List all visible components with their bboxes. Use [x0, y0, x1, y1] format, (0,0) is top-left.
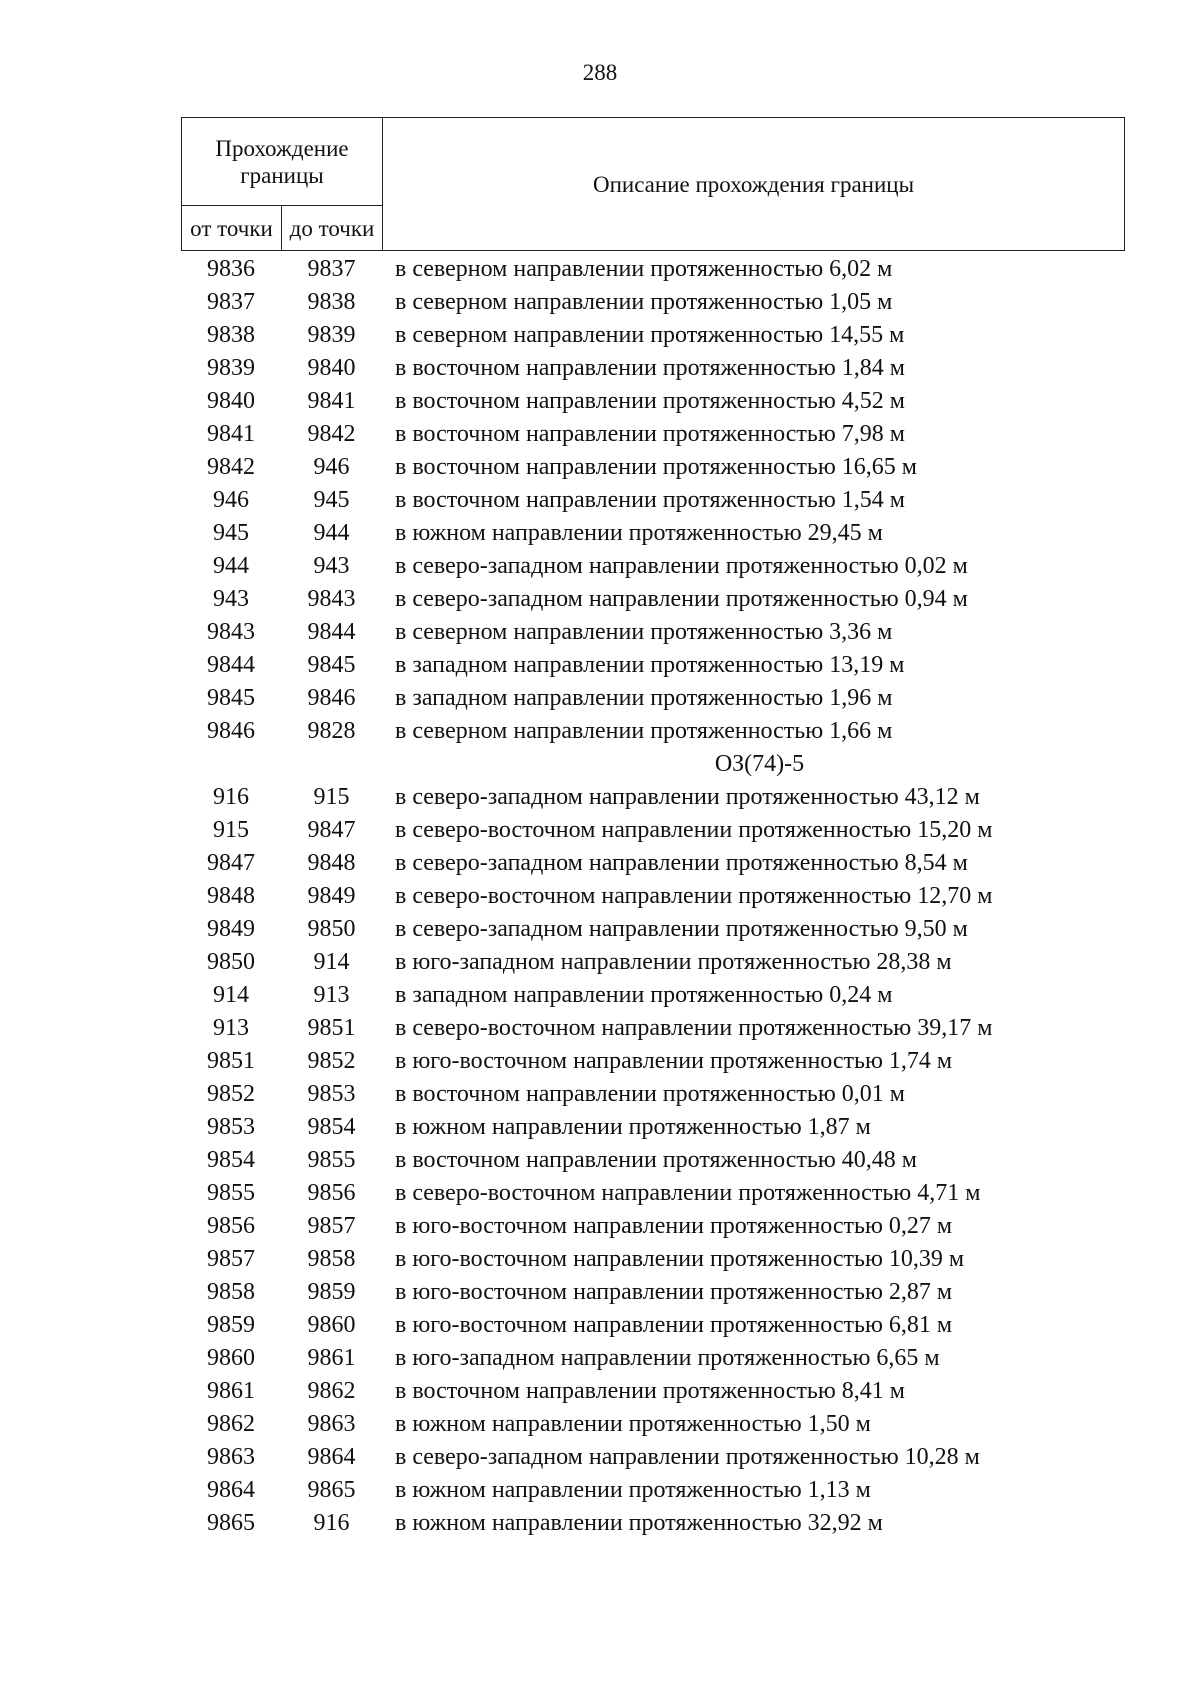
description-cell: в восточном направлении протяженностью 40,48 м: [395, 1147, 917, 1173]
description-cell: в северо-западном направлении протяженностью 10,28 м: [395, 1444, 980, 1470]
description-cell: в юго-восточном направлении протяженностью 10,39 м: [395, 1246, 965, 1272]
from-point-cell: 946: [213, 487, 249, 513]
table-row: [181, 550, 1125, 583]
from-point-cell: 9850: [207, 949, 255, 975]
to-point-cell: 9828: [307, 718, 356, 744]
from-point-cell: 9852: [207, 1081, 255, 1107]
from-point-cell: 9848: [207, 883, 255, 909]
table-row: [181, 814, 1125, 847]
from-point-cell: 9851: [207, 1048, 255, 1074]
to-point-cell: 9860: [307, 1312, 356, 1338]
table-row: [181, 1309, 1125, 1342]
table-row: [181, 847, 1125, 880]
header-to-point: до точки: [282, 206, 383, 251]
from-point-cell: 9837: [207, 289, 255, 315]
table-row: [181, 451, 1125, 484]
table-row: [181, 1210, 1125, 1243]
from-point-cell: 9843: [207, 619, 255, 645]
description-cell: в западном направлении протяженностью 0,24 м: [395, 982, 893, 1008]
from-point-cell: 9844: [207, 652, 255, 678]
description-cell: в северо-восточном направлении протяженностью 39,17 м: [395, 1015, 993, 1041]
to-point-cell: 9841: [307, 388, 356, 414]
description-cell: в восточном направлении протяженностью 0,01 м: [395, 1081, 905, 1107]
table-row: [181, 616, 1125, 649]
description-cell: в северо-западном направлении протяженностью 43,12 м: [395, 784, 980, 810]
table-row: [181, 649, 1125, 682]
to-point-cell: 945: [313, 487, 350, 513]
from-point-cell: 9857: [207, 1246, 255, 1272]
description-cell: в восточном направлении протяженностью 1,54 м: [395, 487, 905, 513]
to-point-cell: 914: [313, 949, 350, 975]
description-cell: в юго-восточном направлении протяженностью 1,74 м: [395, 1048, 953, 1074]
description-cell: в северо-восточном направлении протяженностью 15,20 м: [395, 817, 993, 843]
to-point-cell: 9854: [307, 1114, 356, 1140]
description-cell: в южном направлении протяженностью 1,50 м: [395, 1411, 871, 1437]
table-row: [181, 484, 1125, 517]
to-point-cell: 9856: [307, 1180, 356, 1206]
table-row: [181, 946, 1125, 979]
from-point-cell: 915: [213, 817, 249, 843]
header-passage: Прохождение границы: [182, 118, 383, 206]
description-cell: в южном направлении протяженностью 1,87 м: [395, 1114, 871, 1140]
to-point-cell: 946: [313, 454, 350, 480]
table-row: [181, 1078, 1125, 1111]
from-point-cell: 9854: [207, 1147, 255, 1173]
description-cell: в восточном направлении протяженностью 16,65 м: [395, 454, 917, 480]
table-row: [181, 418, 1125, 451]
from-point-cell: 914: [213, 982, 249, 1008]
to-point-cell: 9862: [307, 1378, 356, 1404]
description-cell: в северо-западном направлении протяженностью 9,50 м: [395, 916, 968, 942]
table-row: [181, 1012, 1125, 1045]
to-point-cell: 9847: [307, 817, 356, 843]
to-point-cell: 9846: [307, 685, 356, 711]
description-cell: в северо-западном направлении протяженностью 0,94 м: [395, 586, 968, 612]
to-point-cell: 9837: [307, 256, 356, 282]
header-from-point: от точки: [182, 206, 282, 251]
from-point-cell: 9862: [207, 1411, 255, 1437]
from-point-cell: 9841: [207, 421, 255, 447]
description-cell: в юго-западном направлении протяженностью 28,38 м: [395, 949, 952, 975]
table-row: [181, 1507, 1125, 1540]
table-row: [181, 682, 1125, 715]
table-row: [181, 1408, 1125, 1441]
to-point-cell: 916: [313, 1510, 350, 1536]
page-number: 288: [582, 60, 618, 85]
to-point-cell: 9858: [307, 1246, 356, 1272]
description-cell: в северо-восточном направлении протяженностью 4,71 м: [395, 1180, 981, 1206]
to-point-cell: 9842: [307, 421, 356, 447]
to-point-cell: 9863: [307, 1411, 356, 1437]
from-point-cell: 9842: [207, 454, 255, 480]
to-point-cell: 943: [313, 553, 350, 579]
to-point-cell: 9838: [307, 289, 356, 315]
from-point-cell: 9865: [207, 1510, 255, 1536]
to-point-cell: 9849: [307, 883, 356, 909]
description-cell: в северном направлении протяженностью 6,02 м: [395, 256, 893, 282]
to-point-cell: 944: [313, 520, 350, 546]
header-description: Описание прохождения границы: [383, 118, 1125, 251]
from-point-cell: 9846: [207, 718, 255, 744]
description-cell: в северо-западном направлении протяженностью 8,54 м: [395, 850, 968, 876]
to-point-cell: 9859: [307, 1279, 356, 1305]
description-cell: в северо-восточном направлении протяженностью 12,70 м: [395, 883, 993, 909]
to-point-cell: 9840: [307, 355, 356, 381]
table-row: [181, 1342, 1125, 1375]
table-row: [181, 1045, 1125, 1078]
table-row: [181, 913, 1125, 946]
from-point-cell: 9856: [207, 1213, 255, 1239]
description-cell: в юго-восточном направлении протяженностью 2,87 м: [395, 1279, 953, 1305]
to-point-cell: 9852: [307, 1048, 356, 1074]
table-row: [181, 781, 1125, 814]
description-cell: в юго-восточном направлении протяженностью 6,81 м: [395, 1312, 953, 1338]
table-row: [181, 286, 1125, 319]
description-cell: в юго-восточном направлении протяженностью 0,27 м: [395, 1213, 953, 1239]
description-cell: в южном направлении протяженностью 29,45 м: [395, 520, 883, 546]
to-point-cell: 9865: [307, 1477, 356, 1503]
table-body: [181, 253, 1125, 1540]
table-row: [181, 1441, 1125, 1474]
to-point-cell: 9851: [307, 1015, 356, 1041]
description-cell: в западном направлении протяженностью 13,19 м: [395, 652, 905, 678]
to-point-cell: 9861: [307, 1345, 356, 1371]
to-point-cell: 9850: [307, 916, 356, 942]
from-point-cell: 945: [213, 520, 249, 546]
from-point-cell: 913: [213, 1015, 249, 1041]
from-point-cell: 9855: [207, 1180, 255, 1206]
to-point-cell: 913: [313, 982, 350, 1008]
to-point-cell: 9864: [307, 1444, 356, 1470]
to-point-cell: 9843: [307, 586, 356, 612]
description-cell: в южном направлении протяженностью 1,13 м: [395, 1477, 871, 1503]
description-cell: в восточном направлении протяженностью 8,41 м: [395, 1378, 905, 1404]
description-cell: в северном направлении протяженностью 1,66 м: [395, 718, 893, 744]
to-point-cell: 915: [313, 784, 350, 810]
table-row: [181, 319, 1125, 352]
table-row: [181, 583, 1125, 616]
table-row: [181, 253, 1125, 286]
table-row: [181, 1177, 1125, 1210]
to-point-cell: 9855: [307, 1147, 356, 1173]
from-point-cell: 9839: [207, 355, 255, 381]
description-cell: в южном направлении протяженностью 32,92 м: [395, 1510, 883, 1536]
table-row: [181, 1276, 1125, 1309]
table-row: [181, 1474, 1125, 1507]
description-cell: в северном направлении протяженностью 14,55 м: [395, 322, 905, 348]
from-point-cell: 9864: [207, 1477, 255, 1503]
description-cell: в северо-западном направлении протяженностью 0,02 м: [395, 553, 968, 579]
to-point-cell: 9844: [307, 619, 356, 645]
from-point-cell: 9863: [207, 1444, 255, 1470]
from-point-cell: 944: [213, 553, 249, 579]
from-point-cell: 943: [213, 586, 249, 612]
table-row: [181, 385, 1125, 418]
section-title: ОЗ(74)-5: [714, 751, 805, 777]
from-point-cell: 9853: [207, 1114, 255, 1140]
from-point-cell: 9845: [207, 685, 255, 711]
to-point-cell: 9853: [307, 1081, 356, 1107]
table-row: [181, 715, 1125, 748]
description-cell: в восточном направлении протяженностью 1,84 м: [395, 355, 905, 381]
table-row: [181, 1243, 1125, 1276]
from-point-cell: 9849: [207, 916, 255, 942]
table-row: [181, 880, 1125, 913]
description-cell: в северном направлении протяженностью 1,05 м: [395, 289, 893, 315]
from-point-cell: 9840: [207, 388, 255, 414]
to-point-cell: 9839: [307, 322, 356, 348]
from-point-cell: 9859: [207, 1312, 255, 1338]
to-point-cell: 9848: [307, 850, 356, 876]
table-row: [181, 1111, 1125, 1144]
from-point-cell: 916: [213, 784, 249, 810]
description-cell: в восточном направлении протяженностью 7,98 м: [395, 421, 905, 447]
to-point-cell: 9857: [307, 1213, 356, 1239]
to-point-cell: 9845: [307, 652, 356, 678]
table-row: [181, 352, 1125, 385]
table-row: [181, 1375, 1125, 1408]
description-cell: в северном направлении протяженностью 3,36 м: [395, 619, 893, 645]
description-cell: в восточном направлении протяженностью 4,52 м: [395, 388, 905, 414]
from-point-cell: 9860: [207, 1345, 255, 1371]
table-row: [181, 1144, 1125, 1177]
description-cell: в западном направлении протяженностью 1,96 м: [395, 685, 893, 711]
from-point-cell: 9847: [207, 850, 255, 876]
table-row: [181, 979, 1125, 1012]
from-point-cell: 9858: [207, 1279, 255, 1305]
from-point-cell: 9838: [207, 322, 255, 348]
table-row: [181, 517, 1125, 550]
from-point-cell: 9836: [207, 256, 255, 282]
from-point-cell: 9861: [207, 1378, 255, 1404]
table-header: [181, 117, 1125, 251]
description-cell: в юго-западном направлении протяженностью 6,65 м: [395, 1345, 940, 1371]
